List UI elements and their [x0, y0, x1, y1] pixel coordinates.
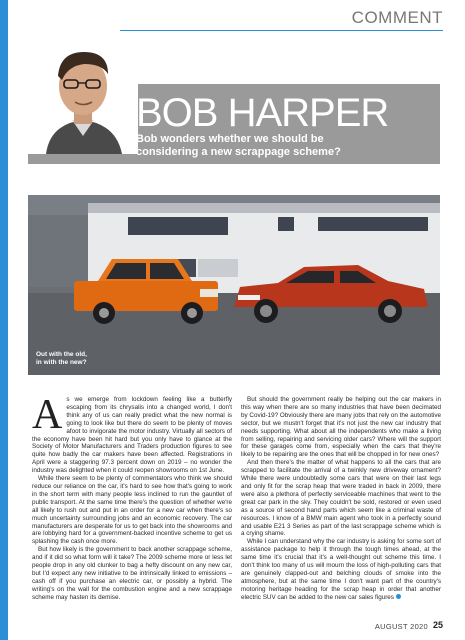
article-column-right [241, 396, 441, 602]
paragraph-text: While I can understand why the car industry is asking for some sort of assistance package to help it through the tough times ahead, at the same time it's crucial that it's a well-thought out scheme this time. I don't think too many of us will mourn the loss of high-polluting cars that are genuinely clapped-out and belching clouds of smoke into the atmosphere, but at the same time I don't want part of the country's motoring heritage heading for the scrap heap in order that another electric SUV can be added to the new car sales figures [241, 538, 441, 601]
article-paragraph [32, 392, 232, 475]
article-paragraph [241, 538, 441, 601]
drop-cap: A [32, 392, 63, 438]
page-title: BOB HARPER [136, 91, 389, 135]
end-mark-icon [396, 594, 401, 599]
article-paragraph: But how likely is the government to back another scrappage scheme, and if it did so what form will it take? The 2009 scheme more or less let people drop in any old clunker to bag a hefty discount on any new car, but I'd expect any new initiative to be intrinsically linked to emissions – cash off if you purchase an electric car, or possibly a hybrid. The writing's on the wall for the combustion engine and a new scrappage scheme may hasten its demise. [32, 546, 232, 601]
author-portrait [28, 36, 138, 154]
accent-bar [0, 0, 8, 640]
article-paragraph: While there seem to be plenty of commentators who think we should reduce our reliance on the car, it's hard to see how that's going to work in the short term with many people less inclined to run the gauntlet of public transport. At the same time there's the question of whether we're all likely to rush out and put in an order for a new car when there's so much uncertainty surrounding jobs and an economic recovery. The car manufacturers are desperate for us to get back into the showrooms and are lobbying hard for a government-backed incentive scheme to get us splashing the cash once more. [32, 475, 232, 546]
paragraph-text: s we emerge from lockdown feeling like a butterfly escaping from its chrysalis into a changed world, I don't think any of us can really predict what the new normal is going to look like but there do seem to be plenty of moves afoot to invigorate the motor industry. Virtually all sectors of the economy have been hit hard but you only have to glance at the Society of Motor Manufacturers and Traders production figures to see quite how badly the car makers have been affected. Registrations in April were a staggering 97.3 percent down on 2019 – no wonder the industry was delighted when it could reopen showrooms on 1st June. [32, 396, 232, 475]
footer-date: AUGUST 2020 [374, 622, 428, 631]
section-rule [120, 30, 443, 31]
article-paragraph: But should the government really be helping out the car makers in this way when there are so many industries that have been decimated by Covid-19? Obviously there are many jobs that rely on the automotive sector, but we mustn't forget that it's not just the new car industry that needs supporting. What about all the independents who make a living from selling, repairing and servicing older cars? Where will the support for these garages come from, especially when the cars that they're likely to be repairing are the ones that will be chopped in for new ones? [241, 396, 441, 459]
page-subtitle [136, 133, 341, 159]
subtitle-line-2: considering a new scrappage scheme? [136, 146, 341, 158]
article-paragraph: And then there's the matter of what happens to all the cars that are scrapped to facilitate the arrival of a twinkly new driveway ornament? While there were undoubtedly some cars that were on their last legs and only fit for the scrap heap that were traded in back in 2009, there were also a plethora of perfectly serviceable machines that went to the great car park in the sky. They couldn't be sold, restored or even used as a source of second hand parts which seem like a criminal waste of resources. I know of a BMW main agent who took in a perfectly sound and usable E21 3 Series as part of the last scrappage scheme which is a crying shame. [241, 459, 441, 538]
article-column-left [32, 392, 232, 602]
page-number: 25 [432, 620, 443, 630]
photo-caption [36, 351, 96, 367]
caption-line-1: Out with the old, [36, 351, 87, 358]
caption-line-2: in with the new? [36, 359, 87, 366]
hero-photo [28, 195, 440, 375]
subtitle-line-1: Bob wonders whether we should be [136, 133, 324, 145]
section-label: COMMENT [351, 8, 443, 27]
